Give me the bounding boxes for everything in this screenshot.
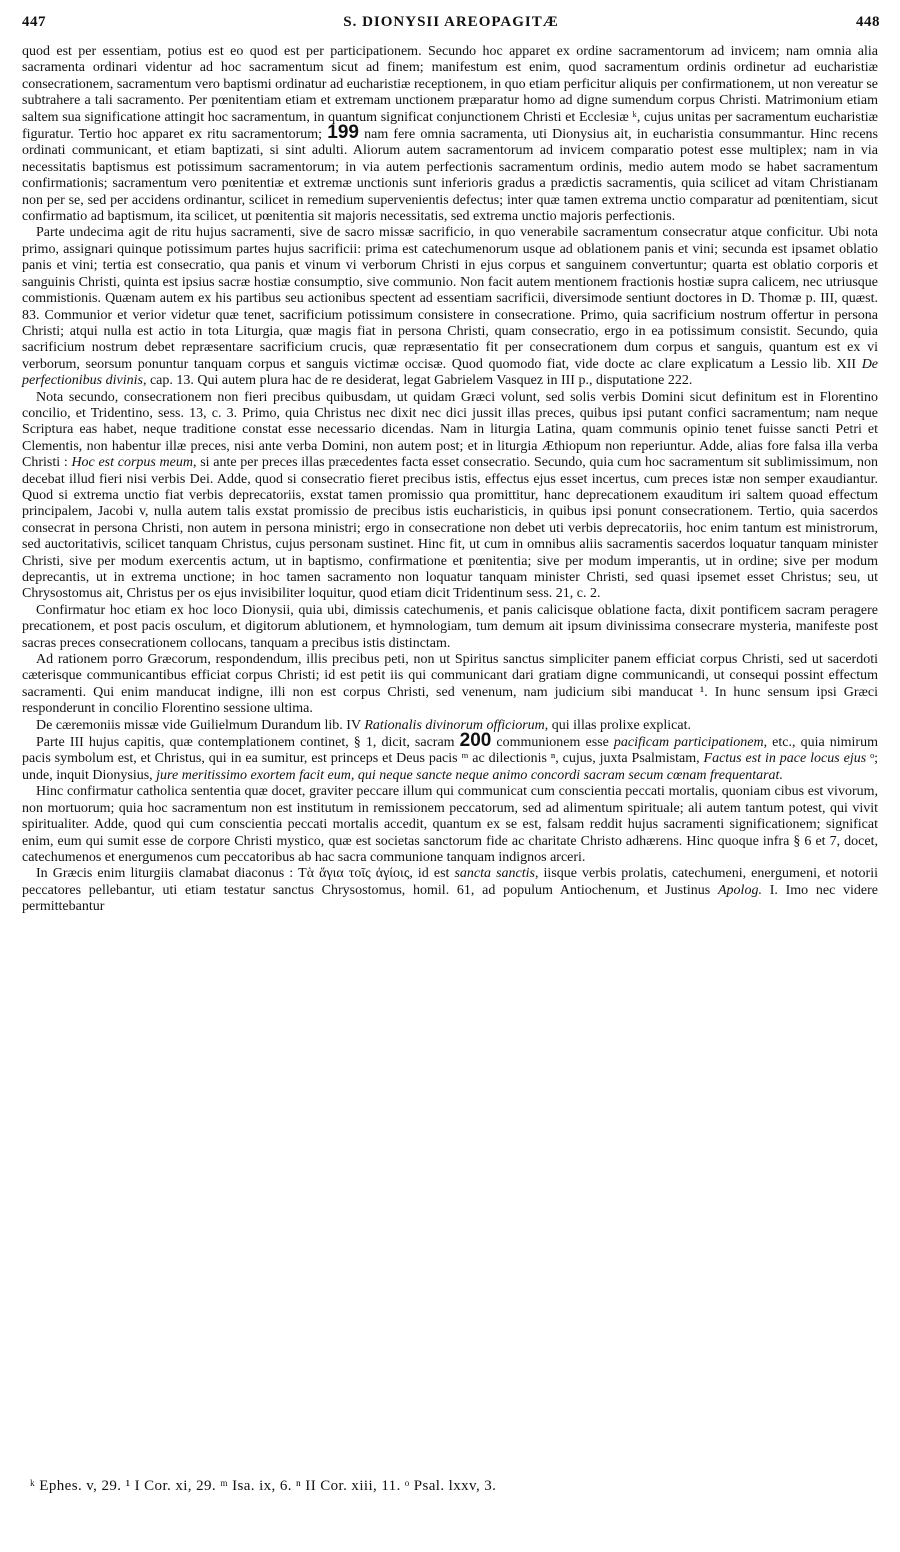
margin-number: 200 [459,730,492,752]
running-header [22,10,880,38]
body-text [22,44,878,916]
margin-number: 199 [327,122,359,144]
paragraph: Hinc confirmatur catholica sententia quæ docet, graviter peccare illum qui communicat cum conscientia peccati mortalis, quoniam cibus est vivorum, non mortuorum; quia hoc sacramentum non est institutum in remissionem peccatorum, sed ad alimentum spirituale; ali autem tantum potest, qui vivit spiritualiter. Adde, quod qui cum conscientia peccati mortalis accedit, quantum ex se est, falsam reddit hujus sacramenti significationem; significat enim, eum qui sumit esse de corpore Christi mystico, quæ est societas sanctorum fide ac charitate Christo adhærens. Hinc quoque infra § 6 et 7, docet, catechumenos et energumenos cum peccatoribus ab hac sacra communione tanquam indignos arceri. [22,784,878,865]
page-number-left: 447 [22,14,46,30]
page-number-right: 448 [856,14,880,30]
paragraph: Parte undecima agit de ritu hujus sacramenti, sive de sacro missæ sacrificio, in quo venerabile sacramentum consecratur atque conficitur. Ubi nota primo, assignari quinque potissimum partes hujus sacrificii: prima est catechumenorum usque ad oblationem panis et vini; secunda est ipsamet oblatio panis et vini; tertia est consecratio, qua panis et vinum vi verborum Christi in ejus corpus et sanguinem convertuntur; quarta est oblatio corporis et sanguinis Christi, quinta est ipsius sacræ hostiæ consumptio, sive communio. Non facit autem mentionem fractionis hostiæ supra calicem, nec utriusque commistionis. Quænam autem ex his partibus seu actionibus spectent ad essentiam sacrificii, diversimode sentiunt doctores in D. Thomæ p. III, quæst. 83. Communior et verior videtur quæ tenet, sacrificium potissimum consistere in consecratione. Primo, quia sacrificium nostrum offertur in persona Christi; atqui nulla est actio in tota Liturgia, quæ magis fiat in persona Christi, quam consecratio, ergo in ea potissimum consistit. Secundo, quia sacrificium nostrum debet repræsentare sacrificium crucis, quæ repræsentatio fit per consecrationem dum corpus et sanguis, quantum est ex vi verborum, seorsum ponuntur tanquam corpus et sanguis victimæ occisæ. Quod quomodo fiat, vide docte ac clare explicatum a Lessio lib. XII De perfectionibus divinis, cap. 13. Qui autem plura hac de re desiderat, legat Gabrielem Vasquez in III p., disputatione 222. [22,225,879,389]
footnotes: ᵏ Ephes. v, 29. ¹ I Cor. xi, 29. ᵐ Isa. ix, 6. ⁿ II Cor. xiii, 11. ᵒ Psal. lxxv, 3. [30,1478,497,1494]
paragraph: quod est per essentiam, potius est eo quod est per participationem. Secundo hoc apparet ex ordine sacramentorum ad invicem; nam omnia alia sacramenta ordinari videntur ad hoc sacramentum sicut ad finem; manifestum est enim, quod sacramentum ordinis ordinetur ad eucharistiæ consecrationem, sacramentum vero baptismi ordinatur ad eucharistiæ receptionem, in quo etiam perficitur aliquis per confirmationem, ut non vereatur se subtrahere a tali sacramento. Per pœnitentiam etiam et extremam unctionem præparatur homo ad digne sumendum corpus Christi. Matrimonium etiam saltem sua significatione attingit hoc sacramentum, in quantum significat conjunctionem Christi et Ecclesiæ ᵏ, cujus unitas per sacramentum eucharistiæ figuratur. Tertio hoc apparet ex ritu sacramentorum; 199 nam fere omnia sacramenta, uti Dionysius ait, in eucharistia consummantur. Hinc recens ordinati communicant, et etiam baptizati, si sint adulti. Aliorum autem sacramentorum ad invicem comparatio potest esse multiplex; nam in via necessitatis baptismus est potissimum sacramentorum; in via autem perfectionis sacramentum ordinis, medio autem modo se habet sacramentum confirmationis; sacramentum vero pœnitentiæ et extremæ unctionis sunt inferioris gradus a prædictis sacramentis, quia scilicet ad vitam Christianam non per se, sed per accidens ordinantur, scilicet in remedium supervenientis defectus; inter quæ tamen extrema unctio comparatur ad pœnitentiam, sicut confirmatio ad baptismum, ita scilicet, ut pœnitentia sit majoris necessitatis, sed extrema unctio majoris perfectionis. [22,44,878,225]
paragraph: Ad rationem porro Græcorum, respondendum, illis precibus peti, non ut Spiritus sanctus simpliciter panem efficiat corpus Christi, sed ut sacerdoti cæterisque communicantibus efficiat corpus Christi; id est petit iis qui communicant dari gratiam digne communicandi, ut consequi possint effectum sacramenti. Qui enim manducat indigne, illi non est corpus Christi, sed venenum, nam judicium sibi manducat ¹. In hunc sensum ipsi Græci responderunt in concilio Florentino sessione ultima. [22,652,878,717]
running-title: S. DIONYSII AREOPAGITÆ [343,14,559,30]
paragraph: Parte III hujus capitis, quæ contemplationem continet, § 1, dicit, sacram 200 communionem esse pacificam participationem, etc., quia nimirum pacis symbolum est, et Christus, qui in ea sumitur, est princeps et Deus pacis ᵐ ac dilectionis ⁿ, cujus, juxta Psalmistam, Factus est in pace locus ejus ᵒ; unde, inquit Dionysius, jure meritissimo exortem facit eum, qui neque sancte neque animo concordi sacram secum cœnam frequentarat. [22,730,879,783]
paragraph: Nota secundo, consecrationem non fieri precibus quibusdam, ut quidam Græci volunt, sed solis verbis Domini sicut definitum est in Florentino concilio, et Tridentino, sess. 13, c. 3. Primo, quia Christus nec dixit nec dici jussit illas preces, quibus ipsi putant confici sacramentum; nam neque Scriptura eas habet, neque traditione constat esse necessario dicendas. Nam in liturgia Latina, quam communis opinio tenet fuisse sancti Petri et Clementis, non habentur illæ preces, nisi ante verba Domini, non autem post; et in liturgia Æthiopum non reperiuntur. Adde, alias fore falsa illa verba Christi : Hoc est corpus meum, si ante per preces illas præcedentes facta esset consecratio. Secundo, quia cum hoc sacramentum sit sublimissimum, non decebat illud fieri nisi verbis Dei. Adde, quod si consecratio fieret precibus istis, effectus ejus esset incertus, cum preces istæ non semper exaudiantur. Quod si extrema unctio fiat verbis deprecatoriis, exstat tamen promissio qua promittitur, hanc deprecationem exauditum iri saltem quoad effectum principalem, Jacobi v, nulla autem talis exstat promissio de precibus istis eucharisticis, in quibus ipsi ponunt consecrationem. Tertio, quia sacerdos consecrat in persona Christi, non autem in persona ministri; ergo in consecratione non debet uti verbis deprecatoriis, hoc enim tantum est ministrorum, sed auctoritativis, scilicet tanquam Christus, cujus personam sustinet. Hinc fit, ut cum in omnibus aliis sacramentis sacerdos loquatur tanquam minister Christi, sive per modum exercentis actum, ut in baptismo, confirmatione et pœnitentia; sive per modum imperantis, ut in ordine; sive per modum deprecantis, ut in extrema unctione; in hoc tamen sacramento non loquatur tanquam minister Christi, sed quasi ipsemet esset Christus; seu, ut Chrysostomus ait, Christus per os ejus invisibiliter loquitur, quod etiam dicit Tridentinum sess. 21, c. 2. [22,389,879,602]
paragraph: Confirmatur hoc etiam ex hoc loco Dionysii, quia ubi, dimissis catechumenis, et panis calicisque oblatione facta, dixit pontificem sacram peragere precationem, et post pacis osculum, et digitorum ablutionem, et hymnologiam, tum demum ait ipsum divinissima consecrare mysteria, manifeste post sacras preces consecrationem collocans, tanquam a precibus istis distinctam. [22,602,878,651]
paragraph: In Græcis enim liturgiis clamabat diaconus : Τὰ ἅγια τοῖς ἁγίοις, id est sancta sanctis, iisque verbis prolatis, catechumeni, energumeni, et notorii peccatores pellebantur, uti etiam testatur sanctus Chrysostomus, homil. 61, ad populum Antiochenum, et Justinus Apolog. I. Imo nec videre permittebantur [22,866,879,915]
paragraph: De cæremoniis missæ vide Guilielmum Durandum lib. IV Rationalis divinorum officiorum, qui illas prolixe explicat. [36,717,691,733]
